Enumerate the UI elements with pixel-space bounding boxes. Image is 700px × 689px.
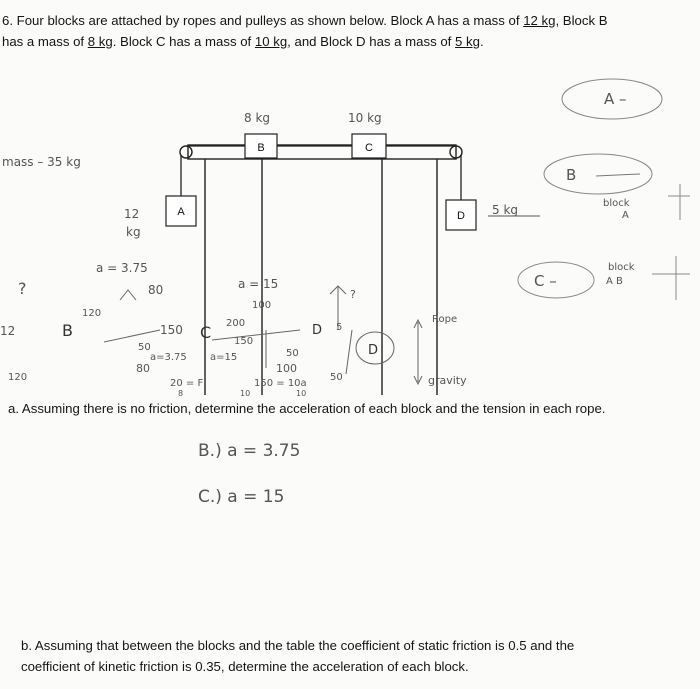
- note-eq-150: 150 = 10a: [254, 378, 307, 389]
- note-a-eq-375: a=3.75: [150, 352, 187, 363]
- block-c-label: C: [365, 142, 373, 154]
- block-d-label: D: [457, 210, 465, 222]
- note-150: 150: [160, 323, 183, 337]
- note-accel-left: a = 3.75: [96, 261, 148, 275]
- problem-text: .: [479, 34, 484, 49]
- note-a-eq-15: a=15: [210, 352, 238, 363]
- note-mass-left: mass – 35 kg: [2, 155, 81, 169]
- problem-text: . Block C has a mass of: [112, 34, 255, 49]
- note-accel-mid: a = 15: [238, 277, 279, 291]
- note-120-top: 120: [82, 308, 102, 319]
- problem-text: , Block B: [555, 13, 608, 28]
- note-100-top: 100: [252, 300, 272, 311]
- note-side-c: C –: [534, 272, 557, 290]
- note-50-right: 50: [330, 372, 343, 383]
- note-120-left: 120: [8, 372, 28, 383]
- note-top-c: 10 kg: [348, 111, 382, 125]
- note-rope: Rope: [432, 314, 458, 325]
- note-eq-sub: 10: [296, 389, 307, 398]
- mass-a-value: 12 kg: [523, 13, 556, 28]
- mass-b-value: 8 kg: [87, 34, 113, 49]
- note-d-small: D: [312, 323, 323, 338]
- note-50-left: 50: [138, 342, 151, 353]
- problem-text: , and Block D has a mass of: [287, 34, 456, 49]
- note-80-left: 80: [136, 362, 150, 375]
- problem-text: 6. Four blocks are attached by ropes and pulleys as shown below. Block A has a mass of: [2, 13, 524, 28]
- note-f-eq: 20 = F: [170, 378, 204, 389]
- note-d-circle: D: [368, 343, 379, 358]
- part-b-line-1: b. Assuming that between the blocks and the table the coefficient of static friction is 0.5 and the: [21, 638, 575, 653]
- block-a-label: A: [177, 206, 185, 218]
- note-block-a-2: A: [622, 210, 629, 221]
- note-f-sub2: 10: [240, 389, 251, 398]
- note-a-mass-unit: kg: [126, 225, 141, 239]
- note-block-ab-1: block: [608, 262, 635, 273]
- note-50-mid: 50: [286, 348, 299, 359]
- note-f-sub: 8: [178, 389, 184, 398]
- answer-b: B.) a = 3.75: [198, 441, 301, 461]
- note-a-mass-num: 12: [124, 207, 140, 221]
- part-b-line-2: coefficient of kinetic friction is 0.35, determine the acceleration of each block.: [21, 659, 469, 674]
- note-c-letter: C: [200, 323, 212, 342]
- note-80: 80: [148, 283, 164, 297]
- note-d-mass: 5 kg: [492, 203, 519, 217]
- note-150-mid: 150: [234, 336, 254, 347]
- note-side-a: A –: [604, 90, 627, 108]
- note-top-b: 8 kg: [244, 111, 271, 125]
- mass-c-value: 10 kg: [254, 34, 288, 49]
- note-side-b: B: [566, 166, 577, 184]
- note-block-ab-2: A B: [606, 276, 623, 287]
- block-b-label: B: [257, 142, 265, 154]
- note-100-bottom: 100: [276, 362, 297, 375]
- note-gravity: gravity: [428, 374, 467, 387]
- note-200: 200: [226, 318, 246, 329]
- note-12: 12: [0, 324, 16, 338]
- mass-d-value: 5 kg: [455, 34, 480, 49]
- note-5: 5: [336, 322, 343, 333]
- note-block-a-1: block: [603, 198, 630, 209]
- note-b-letter: B: [62, 321, 73, 340]
- answer-c: C.) a = 15: [198, 487, 285, 507]
- note-question-left: ?: [18, 279, 27, 298]
- part-a-question: a. Assuming there is no friction, determine the acceleration of each block and the tension in each rope.: [8, 401, 606, 416]
- problem-text: has a mass of: [2, 34, 88, 49]
- note-question-mid: ?: [350, 288, 356, 301]
